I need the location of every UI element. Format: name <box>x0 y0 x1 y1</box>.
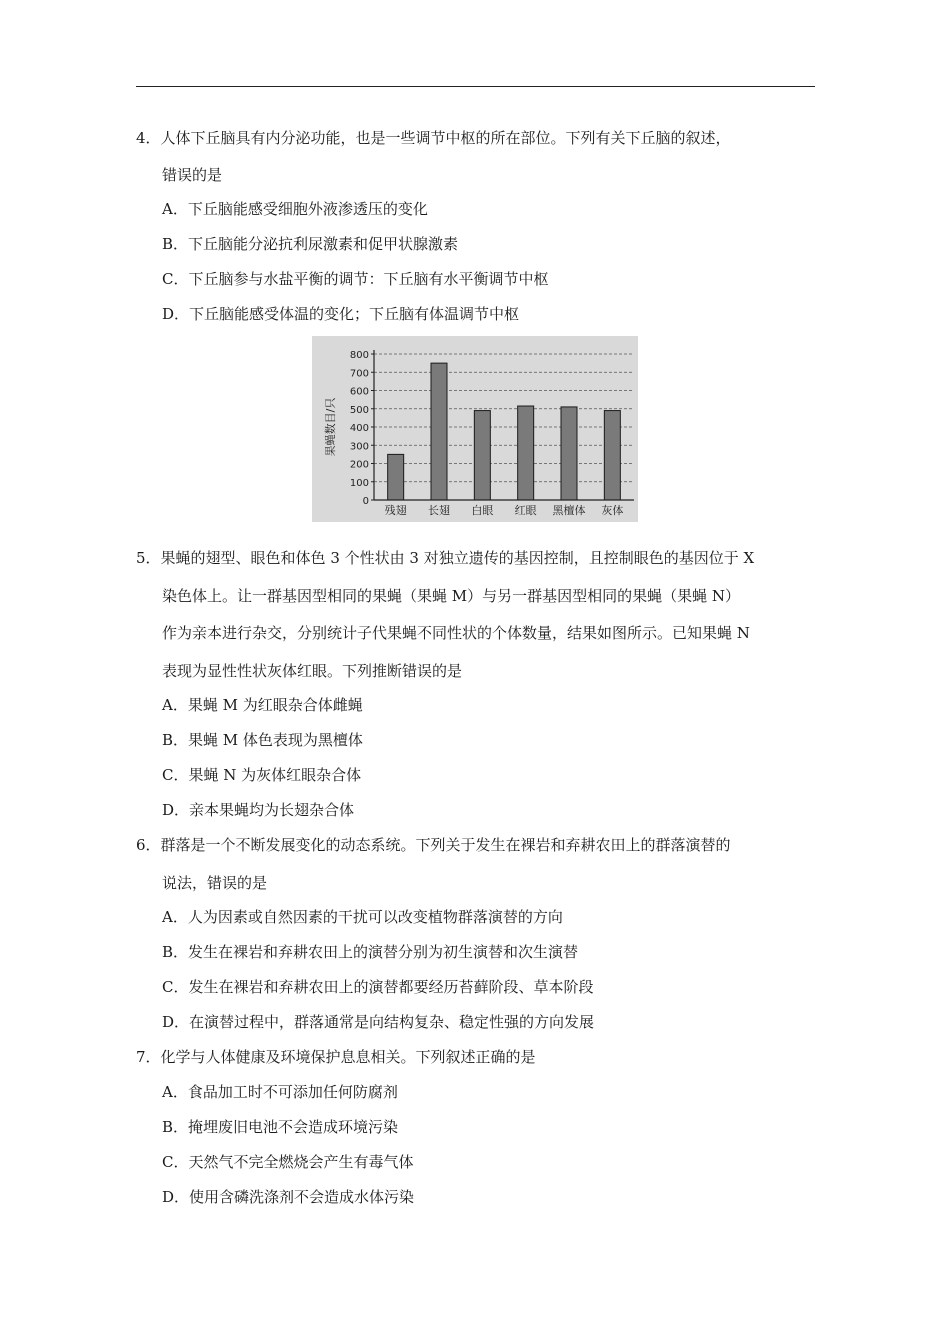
q5-option-a: A．果蝇 M 为红眼杂合体雌蝇 <box>162 696 363 714</box>
bar-4 <box>561 407 577 500</box>
y-tick-label-8: 800 <box>349 350 369 361</box>
bar-3 <box>518 406 534 500</box>
q4-option-b: B．下丘脑能分泌抗利尿激素和促甲状腺激素 <box>162 235 459 253</box>
bar-5 <box>604 411 620 500</box>
chart-y-axis-label: 果蝇数目/只 <box>324 397 337 457</box>
q5-option-c: C．果蝇 N 为灰体红眼杂合体 <box>162 766 362 784</box>
x-tick-label-3: 红眼 <box>514 504 537 517</box>
q4-stem-line2: 错误的是 <box>162 166 223 184</box>
q7-option-b: B．掩埋废旧电池不会造成环境污染 <box>162 1118 399 1136</box>
bar-0 <box>388 454 404 500</box>
y-tick-label-2: 200 <box>349 459 369 471</box>
y-tick-label-1: 100 <box>349 477 369 489</box>
q5-stem-line2: 染色体上。让一群基因型相同的果蝇（果蝇 M）与另一群基因型相同的果蝇（果蝇 N） <box>162 587 741 605</box>
q6-option-a: A．人为因素或自然因素的干扰可以改变植物群落演替的方向 <box>162 908 563 926</box>
q7-option-a: A．食品加工时不可添加任何防腐剂 <box>162 1083 398 1101</box>
x-tick-label-2: 白眼 <box>471 504 494 517</box>
chart-svg <box>312 336 638 522</box>
q5-stem-line4: 表现为显性性状灰体红眼。下列推断错误的是 <box>162 662 463 680</box>
y-tick-label-4: 400 <box>349 423 369 434</box>
chart-y-tick-labels <box>350 350 369 507</box>
y-tick-label-5: 500 <box>349 404 369 416</box>
chart-grid <box>374 354 634 482</box>
x-tick-label-1: 长翅 <box>428 504 450 517</box>
chart-x-tick-labels <box>385 503 624 517</box>
y-tick-label-7: 700 <box>349 368 369 380</box>
y-tick-label-0: 0 <box>362 496 369 507</box>
bar-1 <box>431 363 447 500</box>
q7-option-c: C．天然气不完全燃烧会产生有毒气体 <box>162 1153 414 1171</box>
q6-option-b: B．发生在裸岩和弃耕农田上的演替分别为初生演替和次生演替 <box>162 943 579 961</box>
bar-2 <box>474 411 490 500</box>
q5-option-d: D．亲本果蝇均为长翅杂合体 <box>162 801 355 819</box>
x-tick-label-0: 残翅 <box>384 504 407 517</box>
q5-option-b: B．果蝇 M 体色表现为黑檀体 <box>162 731 363 749</box>
y-tick-label-3: 300 <box>349 441 369 453</box>
q4-stem-line1: 4．人体下丘脑具有内分泌功能，也是一些调节中枢的所在部位。下列有关下丘脑的叙述， <box>136 129 731 147</box>
q6-option-d: D．在演替过程中，群落通常是向结构复杂、稳定性强的方向发展 <box>162 1013 595 1031</box>
q6-stem-line1: 6．群落是一个不断发展变化的动态系统。下列关于发生在裸岩和弃耕农田上的群落演替的 <box>136 836 731 854</box>
q6-stem-line2: 说法，错误的是 <box>162 874 268 892</box>
q4-option-a: A．下丘脑能感受细胞外液渗透压的变化 <box>162 200 428 218</box>
q6-option-c: C．发生在裸岩和弃耕农田上的演替都要经历苔藓阶段、草本阶段 <box>162 978 594 996</box>
q7-option-d: D．使用含磷洗涤剂不会造成水体污染 <box>162 1188 415 1206</box>
q4-option-c: C．下丘脑参与水盐平衡的调节：下丘脑有水平衡调节中枢 <box>162 270 549 288</box>
x-tick-label-5: 灰体 <box>601 504 624 517</box>
header-rule <box>136 86 815 87</box>
q5-stem-line3: 作为亲本进行杂交，分别统计子代果蝇不同性状的个体数量，结果如图所示。已知果蝇 N <box>162 624 750 642</box>
y-tick-label-6: 600 <box>349 386 369 398</box>
q7-stem-line1: 7．化学与人体健康及环境保护息息相关。下列叙述正确的是 <box>136 1048 536 1066</box>
x-tick-label-4: 黑檀体 <box>552 504 586 517</box>
q4-option-d: D．下丘脑能感受体温的变化；下丘脑有体温调节中枢 <box>162 305 520 323</box>
fruit-fly-bar-chart <box>312 336 638 522</box>
q5-stem-line1: 5．果蝇的翅型、眼色和体色 3 个性状由 3 对独立遗传的基因控制，且控制眼色的基因位于 X <box>136 549 755 567</box>
chart-bars <box>388 363 621 500</box>
